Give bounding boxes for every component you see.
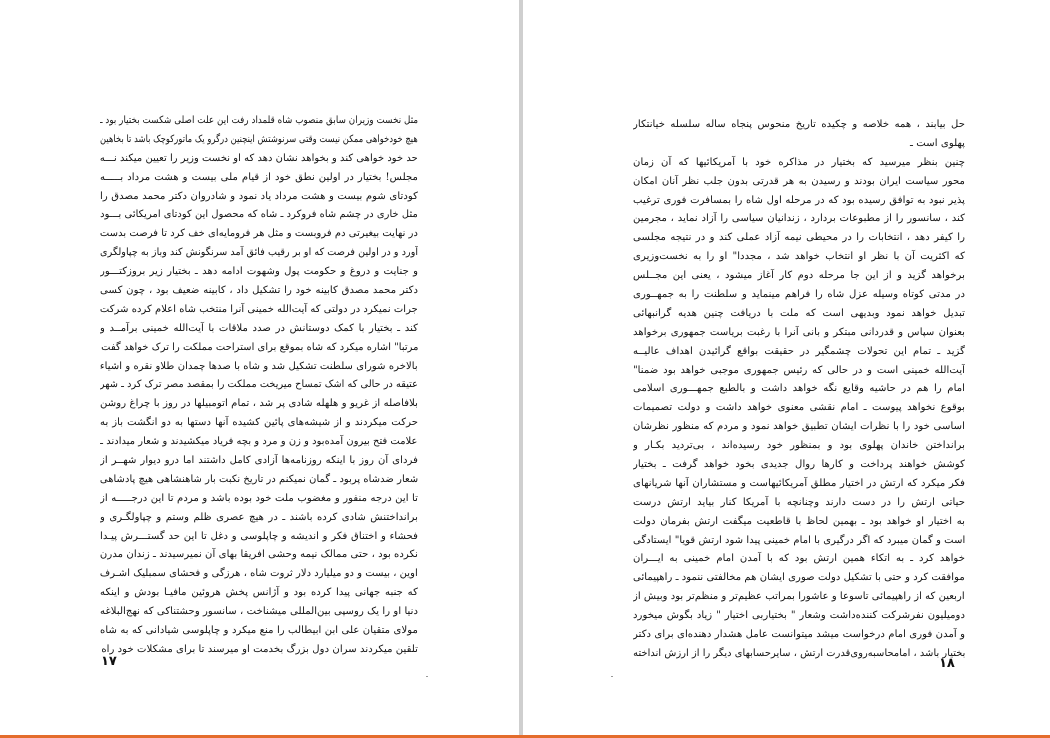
text-line: علامت فتح بیرون آمده‌بود و زن و مرد و بچه فریاد میکشیدند و شعار میدادند ـ xyxy=(100,436,418,448)
text-line: است و گمان میبرد که اگر درگیری با امام خمینی پیدا شود ارتش قویا" ایستادگی xyxy=(633,534,965,546)
text-line: به اختیار او خواهد بود ـ بهمین لحاظ با قاطعیت میگفت ارتش بفرمان دولت xyxy=(633,515,965,527)
text-line: کوشش خواهند پرداخت و کارها روال جدیدی بخود خواهد گرفت ـ بختیار xyxy=(633,459,965,471)
text-line: در مدتی کوتاه وسیله عزل شاه را فراهم مینماید و سلطنت را به جمهــوری xyxy=(633,289,965,301)
text-line: گزید ـ تمام این تحولات چشمگیر در حقیقت بواقع گرائیدن اهداف عالیــه xyxy=(633,345,965,357)
text-line: جرات نمیکرد در دولتی که آیت‌الله خمینی آنرا منتخب شاه اعلام کرده شرکت xyxy=(100,303,418,315)
text-line: را کیفر دهد ، انتخابات را در محیطی نیمه آزاد عملی کند و در نتیجه مجلسی xyxy=(633,232,965,244)
text-line: موافقت کرد و حتی با تشکیل دولت صوری ایشان هم مخالفتی ننمود ـ راهپیمائی xyxy=(633,572,965,584)
right-page-text xyxy=(633,116,965,664)
text-line: حیاتی ارتش را در دست دارند وچنانچه با آمریکا کنار بیاید ارتش درست xyxy=(633,496,965,508)
text-line: پذیر نبود به توافق رسیده بود که در مرحله اول شاه را بمسافرت فوری ترغیب xyxy=(633,194,965,206)
text-line: مولای متقیان علی ابن ابیطالب را منع میکرد و چاپلوسی شیادانی که به شاه xyxy=(100,625,418,637)
text-line: بلافاصله از غریو و هلهله شادی پر شد ، تمام اتومبیلها در روز با چراغ روشن xyxy=(100,398,418,410)
text-line: بختیار باشد ، امامحاسبه‌روی‌قدرت ارتش ، سایرحسابهای دیگر را از ارزش انداخته xyxy=(633,647,965,659)
text-line: تلقین میکردند سران دول بزرگ بخدمت او میرسند تا برای مشکلات خود راه xyxy=(101,643,418,655)
text-line: بعنوان سپاس و قدردانی مبتکر و بانی آنرا با رغبت بریاست جمهوری برخواهد xyxy=(633,326,965,338)
text-line: امام را هم در حاشیه وقایع نگه خواهد داشت و بالطبع جمهـــوری اسلامی xyxy=(633,383,965,395)
text-line: پهلوی است ـ xyxy=(910,137,965,149)
left-page-text xyxy=(100,112,418,660)
text-line: محور سیاست ایران بودند و رسیدن به هر قدرتی بدون جلب نظر آنان امکان xyxy=(633,175,965,187)
text-line: مرتبا" اشاره میکرد که شاه بموقع برای استراحت مملکت را ترک خواهد گفت xyxy=(100,341,418,353)
left-page xyxy=(0,0,519,736)
right-page xyxy=(523,0,1050,736)
text-line: اساسی خود را با نظرات ایشان تطبیق خواهد نمود و مردم که منظور نظرشان xyxy=(633,421,965,433)
text-line: دکتر محمد مصدق کابینه خود را تشکیل داد ، کابینه ضعیف بود ، چون کسی xyxy=(100,285,418,297)
left-page-number: ۱۷ xyxy=(101,654,117,669)
text-line: مجلس! بختیار در اولین نطق خود از قیام ملی بیست و هشت مرداد بـــــه xyxy=(100,171,418,183)
text-line: اوین ، بیست و دو میلیارد دلار ثروت شاه ، هرزگی و فحشای سمبلیک اشـرف xyxy=(100,568,418,580)
text-line: دومیلیون نفرشرکت کننده‌داشت وشعار " بختیاربی اختیار " زیاد بگوش میخورد xyxy=(633,610,965,622)
text-line: حد خود خواهی کند و بخواهد نشان دهد که او نخست وزیر را تعیین میکند نـــه xyxy=(100,152,418,164)
text-line: که جنبه جهانی پیدا کرده بود و آژانس پخش هروئین مافیـا بودش و اینکه xyxy=(100,587,418,599)
text-line: کند ـ بختیار با کمک دوستانش در صدد ملاقات با آیت‌الله خمینی برآمــد و xyxy=(100,322,418,334)
right-page-number: ۱۸ xyxy=(939,656,955,671)
text-line: آیت‌الله خمینی است و در حالی که رئیس جمهوری موجبی خواهد بود ضمنا" xyxy=(633,364,965,376)
text-line: کودتای شوم بیست و هشت مرداد یاد نمود و شادروان دکتر محمد مصدق را xyxy=(100,190,418,202)
text-line: و آمدن فوری امام درخواست میشد میتوانست عامل هشدار دهنده‌ای برای دکتر xyxy=(633,629,965,641)
text-line: حل بیابند ، همه خلاصه و چکیده تاریخ منحوس پنجاه ساله سلسله خیانتکار xyxy=(633,119,965,130)
text-line: تا این درجه منفور و مغضوب ملت خود بوده باشد و مردم تا این درجـــــه از xyxy=(100,492,418,504)
text-line: چنین بنظر میرسید که بختیار در مذاکره خود با آمریکائیها که آن زمان xyxy=(633,156,965,168)
text-line: کند ، سانسور را از مطبوعات بردارد ، زندانیان سیاسی را آزاد نماید ، مجرمین xyxy=(633,213,965,225)
text-line: و جنایت و دروغ و حکومت پول وشهوت ادامه دهد ـ بختیار زیر بروزکتـــور xyxy=(100,266,418,278)
text-line: فکر میکرد که ارتش در اختیار مطلق آمریکائیهاست و مستشاران آنها شریانهای xyxy=(633,477,965,489)
text-line: اربعین که از راهپیمائی تاسوعا و عاشورا بمراتب عظیم‌تر و منظم‌تر بود وبیش از xyxy=(633,591,965,603)
text-line: نکرده بود ، حتی ممالک نیمه وحشی افریقا بهای آن نمیرسیدند ـ زندان مدرن xyxy=(100,549,418,561)
text-line: حرکت میکردند و از شیشه‌های پائین کشیده آنها دستها به دو انگشت باز به xyxy=(100,417,418,429)
text-line: آورد و در اولین فرصت که او بر رقیب فائق آمد سرنگونش کند وباز به چپاولگری xyxy=(100,247,418,259)
text-line: فردای آن روز با اینکه روزنامه‌ها آزادی کامل داشتند اما درو دیوار شهــر از xyxy=(100,455,418,467)
text-line: که اکثریت آن با نظر او انتخاب خواهد شد ، مجددا" او را به نخست‌وزیری xyxy=(633,251,965,263)
scan-speck xyxy=(611,676,613,677)
text-line: برخواهد گزید و از این جا مرحله دوم کار آغاز میشود ، یعنی این مجــلس xyxy=(633,270,965,282)
text-line: هیچ خودخواهی ممکن نیست وقتی سرنوشتش اینچنین درگرو یک ماتورکوچک باشد تا بخاهین xyxy=(100,133,418,145)
text-line: عتیقه در حالی که اشک تمساح میریخت مملکت را بمقصد مصر ترک کرد ـ شهر xyxy=(100,379,418,391)
text-line: بالاخره شورای سلطنت تشکیل شد و شاه با صدها چمدان طلاو نقره و اشیاء xyxy=(100,360,418,372)
text-line: تبدیل خواهد نمود وبدیهی است که ملت با دریافت چنین هدیه گرانبهائی xyxy=(633,307,965,319)
text-line: بوقوع نخواهد پیوست ـ امام نقشی معنوی خواهد داشت و دولت تصمیمات xyxy=(633,402,965,414)
text-line: برانداختنش شادی کرده باشند ـ در هیچ عصری ظلم وستم و چپاولگـری و xyxy=(100,511,418,523)
text-line: مثل خاری در چشم شاه فروکرد ـ شاه که محصول این کودتای امریکائی بـــود xyxy=(100,209,418,221)
text-line: خواهد کرد ـ به اتکاء همین ارتش بود که با آمدن امام خمینی به ایـــران xyxy=(633,553,965,565)
text-line: در نهایت بیغیرتی دم فروبست و مثل هر فرومایه‌ای خف کرد تا فرصت بدست xyxy=(100,228,418,240)
text-line: دنیا او را یک روسپی بین‌المللی میشناخت ، سانسور وحشتناکی که نهج‌البلاغه xyxy=(100,606,418,618)
text-line: شعار ضدشاه پربود ـ گمان نمیکنم در تاریخ نکبت بار شاهنشاهی هیچ پادشاهی xyxy=(100,473,418,485)
text-line: برانداختن خاندان پهلوی بود و بمنظور خود رسیده‌اند ، بی‌تردید بکـار و xyxy=(633,440,965,452)
text-line: فحشاء و اختناق فکر و اندیشه و چاپلوسی و دغل تا این حد گستـــرش پیـدا xyxy=(100,530,418,542)
scan-speck xyxy=(426,676,428,677)
text-line: مثل نخست وزیران سابق منصوب شاه قلمداد رفت این علت اصلی شکست بختیار بود ـ xyxy=(100,115,418,126)
